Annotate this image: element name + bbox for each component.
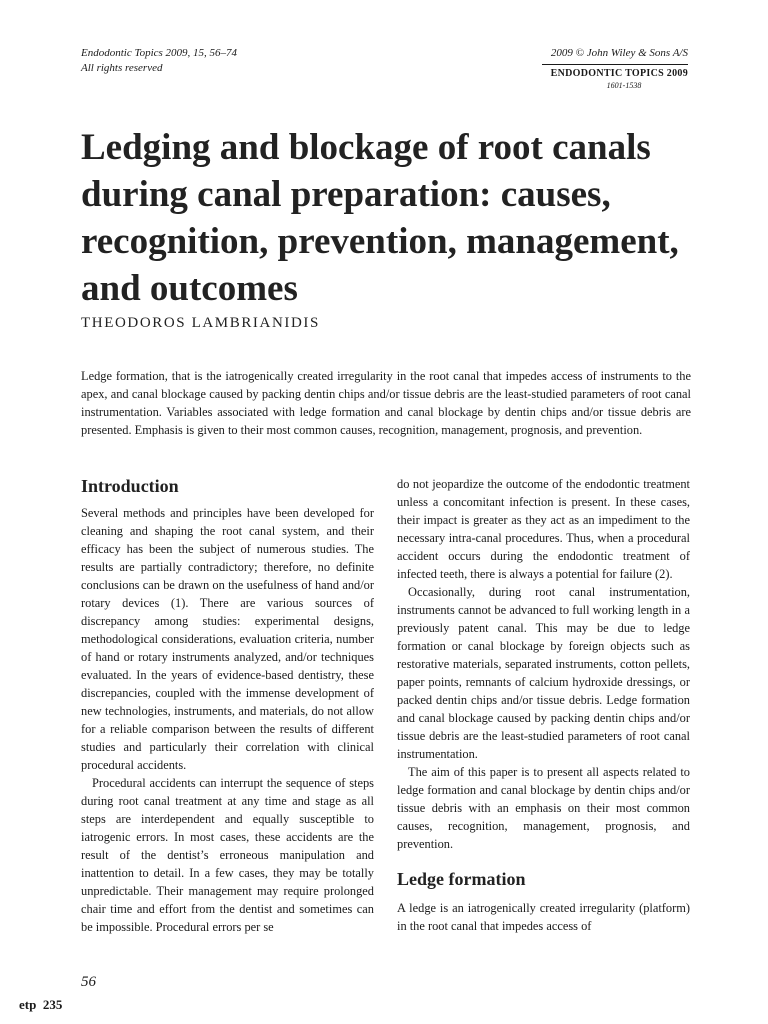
etp-label: etp 235 — [19, 997, 63, 1012]
page-number: 56 — [81, 974, 96, 990]
right-column — [397, 475, 690, 935]
body-paragraph: do not jeopardize the outcome of the endodontic treatment unless a concomitant infection is present. In these cases, their impact is greater as they act as an impediment to the necessary intra-canal procedures. Thus, when a procedural accident occurs during the endodontic treatment of infected teeth, there is always a potential for failure (2). — [397, 477, 690, 581]
running-header-left — [81, 46, 237, 76]
journal-citation: Endodontic Topics 2009, 15, 56–74 — [81, 47, 238, 59]
abstract: Ledge formation, that is the iatrogenically created irregularity in the root canal that impedes access of instruments to the apex, and canal blockage caused by packing dentin chips and/or tissue debris are the least-studied parameters of root canal instrumentation. Variables associated with ledge formation and canal blockage by dentin chips and/or tissue debris are presented. Emphasis is given to their most common causes, recognition, management, prognosis, and prevention. — [81, 369, 691, 437]
running-header-right — [520, 46, 688, 91]
copyright-notice: 2009 © John Wiley & Sons A/S — [550, 47, 688, 59]
body-paragraph: A ledge is an iatrogenically created irregularity (platform) in the root canal that impedes access of — [397, 901, 690, 933]
section-heading-introduction: Introduction — [81, 476, 179, 496]
body-paragraph: Procedural accidents can interrupt the sequence of steps during root canal treatment at any time and stage as all steps are interdependent and equally susceptible to iatrogenic errors. In most cases, these accidents are the result of the dentist’s erroneous manipulation and inattention to detail. In a few cases, they may be totally unpredictable. Their management may require prolonged chair time and effort from the dentist and sometimes can be impossible. Procedural errors per se — [81, 776, 374, 934]
issn: 1601-1538 — [606, 81, 642, 90]
article-title: Ledging and blockage of root canals during canal preparation: causes, recognition, prevention, management, and outcomes — [81, 127, 679, 309]
body-paragraph: Occasionally, during root canal instrumentation, instruments cannot be advanced to full working length in a previously patent canal. This may be due to ledge formation or canal blockage by foreign objects such as restorative materials, separated instruments, cotton pellets, paper points, remnants of calcium hydroxide dressings, or packed dentin chips and/or tissue debris. Ledge formation and canal blockage caused by packing dentin chips and/or tissue debris are the least-studied parameters of root canal instrumentation. — [397, 585, 690, 761]
section-heading-ledge-formation: Ledge formation — [397, 869, 526, 889]
body-paragraph: Several methods and principles have been developed for cleaning and shaping the root canal system, and their efficacy has been the subject of numerous studies. The results are partially contradictory; therefore, no definite conclusions can be drawn on the usefulness of hand and/or rotary devices (1). There are various sources of discrepancy among studies: experimental designs, methodological considerations, evaluation criteria, number of hand or rotary instruments analyzed, and/or techniques evaluated. In the years of evidence-based dentistry, these discrepancies, coupled with the immense development of new technologies, instruments, and materials, do not allow for a reliable comparison between the results of different studies and particularly their correlation with clinical procedural accidents. — [81, 506, 374, 772]
journal-name: ENDODONTIC TOPICS 2009 — [550, 68, 688, 79]
header-rule — [542, 64, 688, 65]
left-column — [81, 474, 374, 936]
rights-notice: All rights reserved — [81, 62, 163, 74]
body-paragraph: The aim of this paper is to present all aspects related to ledge formation and canal blockage by dentin chips and/or tissue debris with an emphasis on their most common causes, recognition, management, prognosis, and prevention. — [397, 765, 690, 851]
author-name: THEODOROS LAMBRIANIDIS — [81, 315, 320, 331]
